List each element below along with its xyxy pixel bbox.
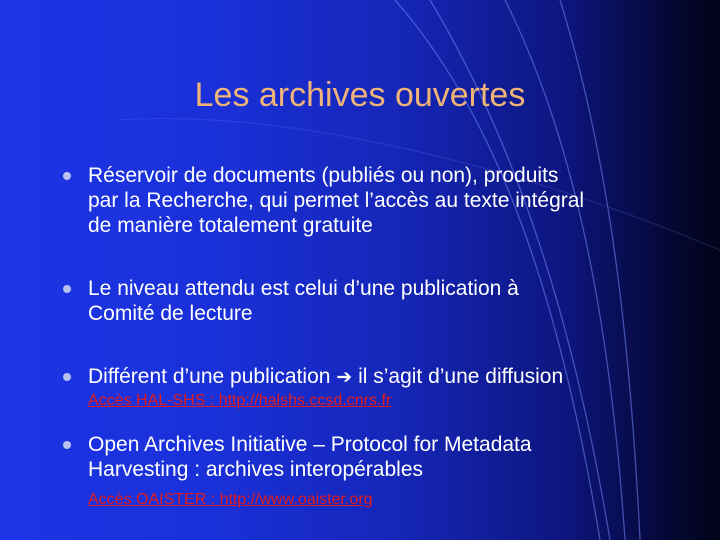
hal-shs-link[interactable]: Accès HAL-SHS : http://halshs.ccsd.cnrs.fr [88,392,392,409]
bullet-dot [63,441,71,449]
bullet-3-text-before: Différent d’une publication [88,365,331,388]
bullet-dot [63,373,71,381]
bullet-1-line-2: par la Recherche, qui permet l’accès au texte intégral [88,189,585,212]
bullet-2-line-2: Comité de lecture [88,302,253,325]
bullet-4-line-1: Open Archives Initiative – Protocol for Metadata [88,433,532,456]
bullet-1-line-1: Réservoir de documents (publiés ou non), produits [88,164,559,187]
bullet-dot [63,172,71,180]
bullet-3-text-after: il s’agit d’une diffusion [358,365,564,388]
bullet-2-line-1: Le niveau attendu est celui d’une publication à [88,277,519,300]
slide-title: Les archives ouvertes [194,76,526,114]
right-arrow-icon: ➔ [336,367,353,388]
bullet-4-line-2: Harvesting : archives interopérables [88,458,423,481]
bullet-1-line-3: de manière totalement gratuite [88,214,373,237]
bullet-dot [63,285,71,293]
oaister-link[interactable]: Accès OAISTER : http://www.oaister.org [88,491,373,508]
bullet-3-line-1 [88,364,563,390]
